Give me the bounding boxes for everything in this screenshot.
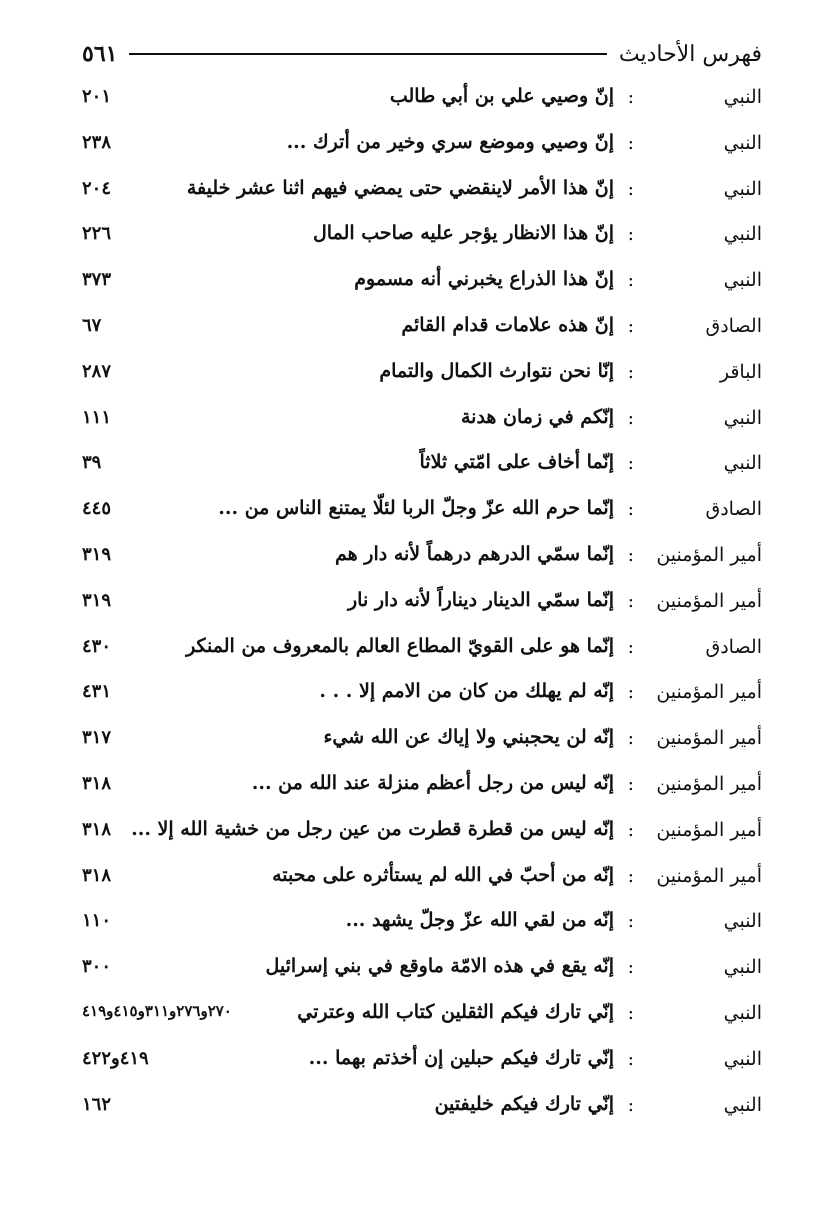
index-entry — [82, 536, 762, 582]
index-entry — [82, 765, 762, 811]
entry-separator: : — [627, 772, 634, 795]
index-entry — [82, 1086, 762, 1132]
entry-hadith-text: إنّي تارك فيكم حبلين إن أخذتم بهما ... — [308, 1046, 614, 1069]
entry-separator: : — [627, 360, 634, 383]
header-title: فهرس الأحاديث — [618, 41, 762, 67]
hadith-index-list — [82, 78, 762, 1131]
header-rule — [129, 53, 606, 55]
entry-speaker: الصادق — [705, 498, 762, 521]
index-entry — [82, 719, 762, 765]
index-entry — [82, 994, 762, 1040]
entry-page-refs: ٤٣١ — [82, 681, 112, 703]
entry-page-refs: ٤٤٥ — [82, 498, 112, 520]
entry-hadith-text: إنّه لم يهلك من كان من الامم إلا . . . — [319, 680, 614, 703]
entry-hadith-text: إنّا نحن نتوارث الكمال والتمام — [379, 359, 614, 382]
index-entry — [82, 444, 762, 490]
index-entry — [82, 1040, 762, 1086]
index-entry — [82, 811, 762, 857]
entry-separator: : — [627, 543, 634, 566]
entry-page-refs: ٢٧٠و٢٧٦و٣١١و٤١٥و٤١٩ — [82, 1001, 232, 1020]
entry-speaker: الصادق — [705, 635, 762, 658]
entry-speaker: النبي — [723, 956, 762, 979]
entry-page-refs: ٢٢٦ — [82, 223, 112, 245]
entry-separator: : — [627, 1001, 634, 1024]
entry-speaker: أمير المؤمنين — [656, 589, 762, 612]
entry-speaker: الصادق — [705, 314, 762, 337]
entry-page-refs: ٣١٩ — [82, 589, 112, 611]
entry-separator: : — [627, 223, 634, 246]
entry-page-refs: ١٦٢ — [82, 1093, 112, 1115]
entry-hadith-text: إنّي تارك فيكم خليفتين — [434, 1092, 614, 1115]
entry-page-refs: ٦٧ — [82, 314, 102, 336]
entry-page-refs: ٣١٨ — [82, 772, 112, 794]
running-header — [82, 34, 762, 74]
index-entry — [82, 261, 762, 307]
entry-hadith-text: إنّه من لقي الله عزّ وجلّ يشهد ... — [345, 909, 614, 932]
entry-separator: : — [627, 864, 634, 887]
entry-speaker: النبي — [723, 910, 762, 933]
entry-hadith-text: إنّه ليس من قطرة قطرت من عين رجل من خشية الله إلا ... — [131, 817, 614, 840]
index-entry — [82, 857, 762, 903]
entry-page-refs: ٣٩ — [82, 452, 102, 474]
entry-separator: : — [627, 1047, 634, 1070]
entry-separator: : — [627, 589, 634, 612]
entry-separator: : — [627, 177, 634, 200]
entry-speaker: النبي — [723, 1093, 762, 1116]
entry-hadith-text: إنّ هذا الانظار يؤجر عليه صاحب المال — [313, 222, 614, 245]
entry-speaker: أمير المؤمنين — [656, 681, 762, 704]
entry-hadith-text: إنّ وصيي علي بن أبي طالب — [389, 85, 614, 107]
entry-hadith-text: إنّما سمّي الدينار ديناراً لأنه دار نار — [348, 588, 614, 611]
entry-separator: : — [627, 406, 634, 429]
entry-hadith-text: إنّ وصيي وموضع سري وخير من أترك ... — [286, 130, 614, 153]
entry-separator: : — [627, 727, 634, 750]
index-entry — [82, 215, 762, 261]
entry-speaker: النبي — [723, 1047, 762, 1070]
entry-separator: : — [627, 910, 634, 933]
entry-page-refs: ٣٠٠ — [82, 956, 112, 978]
entry-separator: : — [627, 452, 634, 475]
index-entry — [82, 948, 762, 994]
entry-speaker: النبي — [723, 177, 762, 200]
index-entry — [82, 170, 762, 216]
entry-page-refs: ٢٠١ — [82, 86, 112, 107]
entry-hadith-text: إنّي تارك فيكم الثقلين كتاب الله وعترتي — [297, 1000, 614, 1023]
entry-separator: : — [627, 818, 634, 841]
entry-page-refs: ٤١٩و٤٢٢ — [82, 1047, 149, 1069]
entry-separator: : — [627, 131, 634, 154]
index-entry — [82, 902, 762, 948]
entry-hadith-text: إنّه يقع في هذه الامّة ماوقع في بني إسرائيل — [265, 955, 614, 978]
entry-hadith-text: إنّما حرم الله عزّ وجلّ الربا لئلّا يمتنع الناس من ... — [218, 497, 614, 520]
entry-page-refs: ٣١٨ — [82, 864, 112, 886]
page-number: ٥٦١ — [82, 41, 118, 67]
entry-separator: : — [627, 269, 634, 292]
entry-speaker: النبي — [723, 406, 762, 429]
entry-hadith-text: إنّما أخاف على امّتي ثلاثاً — [419, 451, 614, 474]
entry-separator: : — [627, 635, 634, 658]
entry-page-refs: ٢٣٨ — [82, 131, 112, 153]
entry-hadith-text: إنّكم في زمان هدنة — [460, 405, 614, 428]
entry-speaker: النبي — [723, 269, 762, 292]
entry-speaker: أمير المؤمنين — [656, 727, 762, 750]
index-entry — [82, 353, 762, 399]
entry-page-refs: ١١١ — [82, 406, 112, 428]
entry-speaker: الباقر — [719, 360, 762, 383]
index-entry — [82, 124, 762, 170]
entry-speaker: أمير المؤمنين — [656, 818, 762, 841]
entry-speaker: أمير المؤمنين — [656, 772, 762, 795]
entry-hadith-text: إنّه لن يحجبني ولا إياك عن الله شيء — [323, 726, 614, 749]
entry-speaker: النبي — [723, 86, 762, 108]
entry-speaker: النبي — [723, 1001, 762, 1024]
entry-hadith-text: إنّما هو على القويّ المطاع العالم بالمعروف من المنكر — [186, 634, 614, 657]
entry-speaker: النبي — [723, 223, 762, 246]
entry-separator: : — [627, 956, 634, 979]
entry-separator: : — [627, 314, 634, 337]
entry-page-refs: ٢٨٧ — [82, 360, 112, 382]
entry-page-refs: ١١٠ — [82, 910, 112, 932]
entry-hadith-text: إنّه من أحبّ في الله لم يستأثره على محبته — [272, 863, 614, 886]
entry-separator: : — [627, 681, 634, 704]
index-entry — [82, 307, 762, 353]
entry-speaker: النبي — [723, 131, 762, 154]
entry-page-refs: ٣١٩ — [82, 543, 112, 565]
entry-separator: : — [627, 86, 634, 108]
index-entry — [82, 628, 762, 674]
entry-hadith-text: إنّ هذا الذراع يخبرني أنه مسموم — [354, 268, 614, 291]
entry-page-refs: ٢٠٤ — [82, 177, 112, 199]
index-entry — [82, 78, 762, 124]
index-entry — [82, 673, 762, 719]
entry-speaker: أمير المؤمنين — [656, 864, 762, 887]
entry-separator: : — [627, 1093, 634, 1116]
entry-hadith-text: إنّ هذه علامات قدام القائم — [401, 313, 614, 336]
entry-hadith-text: إنّما سمّي الدرهم درهماً لأنه دار هم — [335, 542, 614, 565]
entry-speaker: أمير المؤمنين — [656, 543, 762, 566]
entry-hadith-text: إنّ هذا الأمر لاينقضي حتى يمضي فيهم اثنا عشر خليفة — [186, 176, 614, 199]
index-entry — [82, 490, 762, 536]
entry-page-refs: ٣٧٣ — [82, 269, 112, 291]
entry-separator: : — [627, 498, 634, 521]
entry-speaker: النبي — [723, 452, 762, 475]
index-entry — [82, 582, 762, 628]
entry-page-refs: ٣١٨ — [82, 818, 112, 840]
entry-hadith-text: إنّه ليس من رجل أعظم منزلة عند الله من ... — [251, 771, 614, 794]
entry-page-refs: ٣١٧ — [82, 727, 112, 749]
index-entry — [82, 399, 762, 445]
entry-page-refs: ٤٣٠ — [82, 635, 112, 657]
